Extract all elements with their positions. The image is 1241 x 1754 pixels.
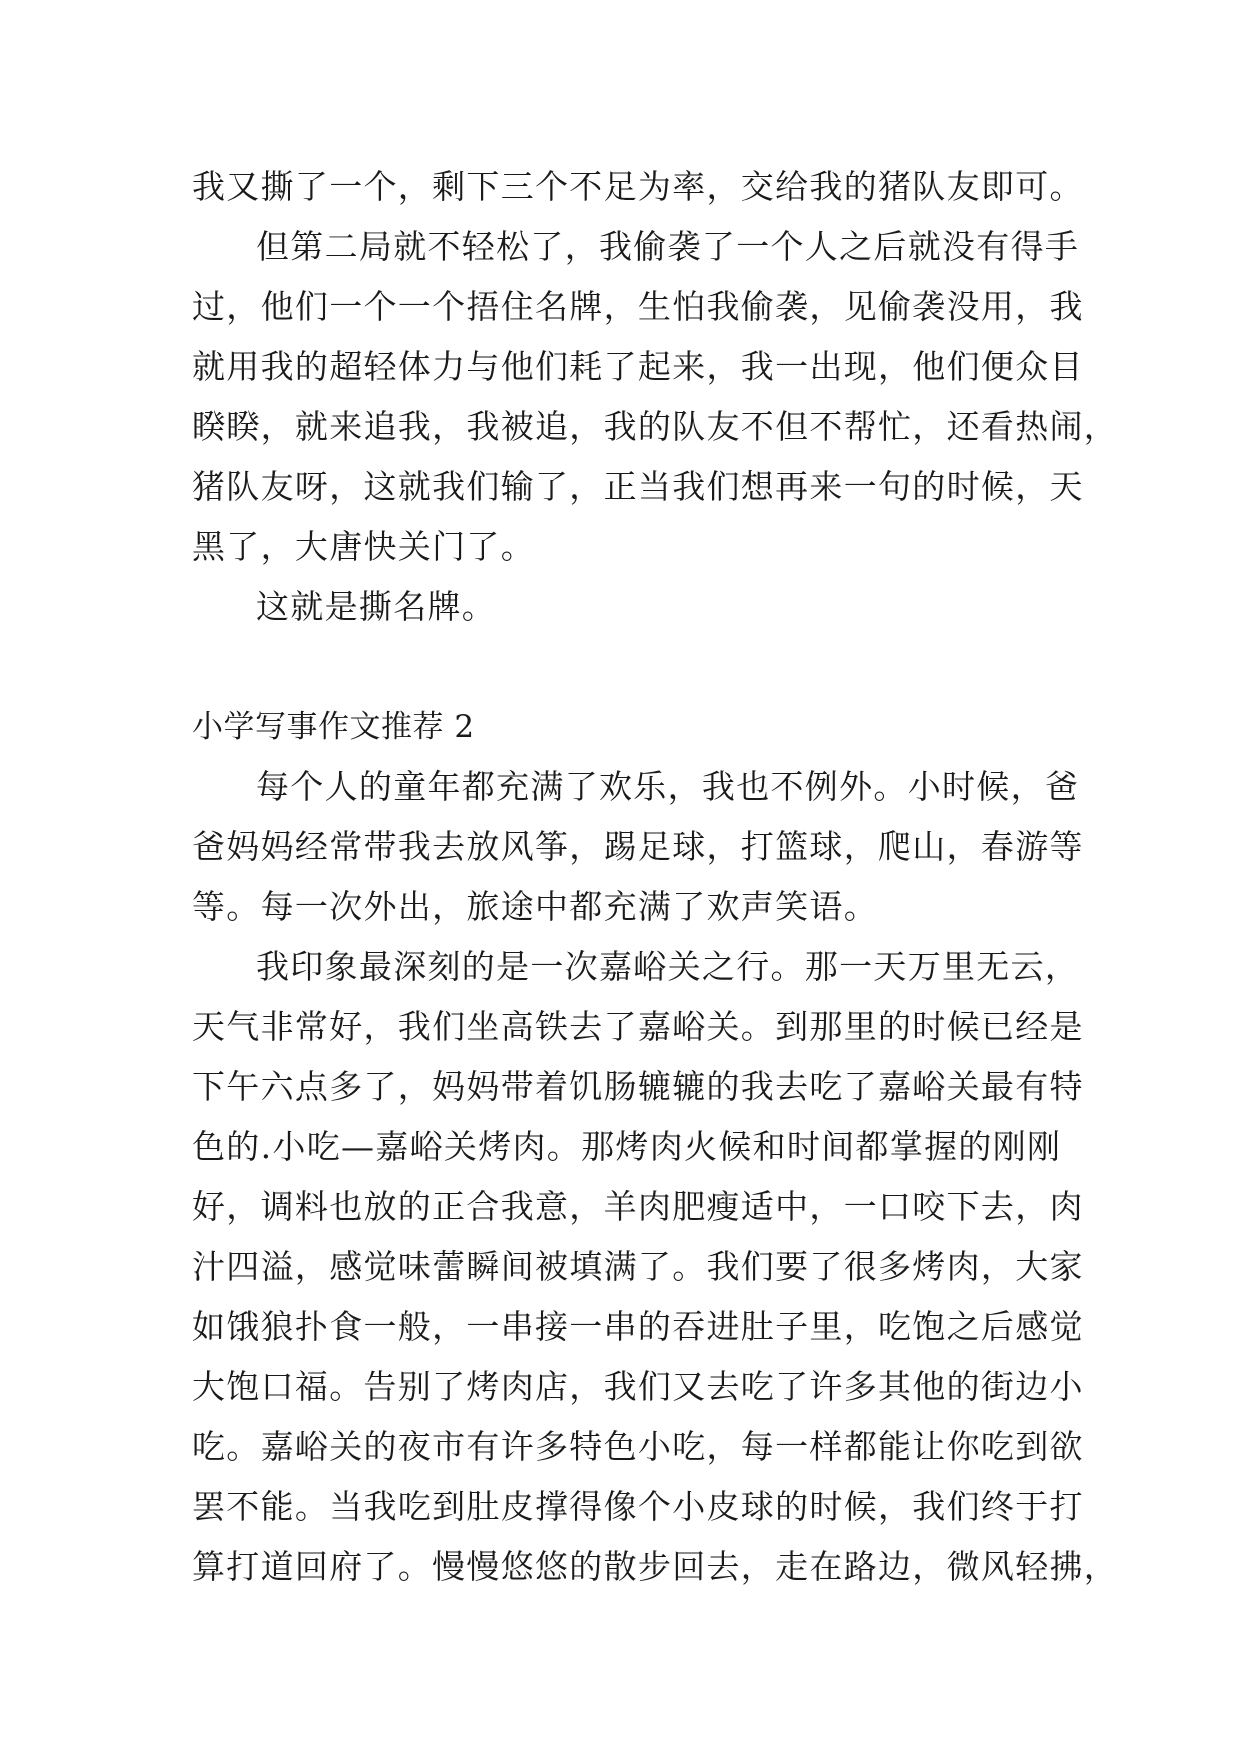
paragraph-line: 如饿狼扑食一般，一串接一串的吞进肚子里，吃饱之后感觉	[192, 1307, 1084, 1346]
paragraph-line: 过，他们一个一个捂住名牌，生怕我偷袭，见偷袭没用，我	[192, 287, 1084, 326]
paragraph-line: 我又撕了一个，剩下三个不足为率，交给我的猪队友即可。	[192, 167, 1084, 206]
paragraph-line: 汁四溢，感觉味蕾瞬间被填满了。我们要了很多烤肉，大家	[192, 1247, 1084, 1286]
paragraph-line: 吃。嘉峪关的夜市有许多特色小吃，每一样都能让你吃到欲	[192, 1427, 1084, 1466]
paragraph-line: 算打道回府了。慢慢悠悠的散步回去，走在路边，微风轻拂，	[192, 1547, 1119, 1586]
paragraph-line: 大饱口福。告别了烤肉店，我们又去吃了许多其他的街边小	[192, 1367, 1084, 1406]
paragraph-line: 好，调料也放的正合我意，羊肉肥瘦适中，一口咬下去，肉	[192, 1187, 1084, 1226]
paragraph-line: 睽睽，就来追我，我被追，我的队友不但不帮忙，还看热闹，	[192, 407, 1119, 446]
paragraph-line: 色的.小吃—嘉峪关烤肉。那烤肉火候和时间都掌握的刚刚	[192, 1127, 1062, 1166]
paragraph-line: 罢不能。当我吃到肚皮撑得像个小皮球的时候，我们终于打	[192, 1487, 1084, 1526]
paragraph-line: 猪队友呀，这就我们输了，正当我们想再来一句的时候，天	[192, 467, 1084, 506]
paragraph-line: 但第二局就不轻松了，我偷袭了一个人之后就没有得手	[256, 227, 1080, 266]
paragraph-line: 等。每一次外出，旅途中都充满了欢声笑语。	[192, 887, 878, 926]
paragraph-line: 黑了，大唐快关门了。	[192, 527, 535, 566]
paragraph-line: 天气非常好，我们坐高铁去了嘉峪关。到那里的时候已经是	[192, 1007, 1084, 1046]
paragraph-line: 就用我的超轻体力与他们耗了起来，我一出现，他们便众目	[192, 347, 1084, 386]
paragraph-line: 下午六点多了，妈妈带着饥肠辘辘的我去吃了嘉峪关最有特	[192, 1067, 1084, 1106]
paragraph-line: 爸妈妈经常带我去放风筝，踢足球，打篮球，爬山，春游等	[192, 827, 1084, 866]
paragraph-line: 这就是撕名牌。	[256, 587, 497, 626]
section-heading: 小学写事作文推荐 2	[192, 709, 475, 745]
paragraph-line: 我印象最深刻的是一次嘉峪关之行。那一天万里无云，	[256, 947, 1080, 986]
paragraph-line: 每个人的童年都充满了欢乐，我也不例外。小时候，爸	[256, 767, 1080, 806]
